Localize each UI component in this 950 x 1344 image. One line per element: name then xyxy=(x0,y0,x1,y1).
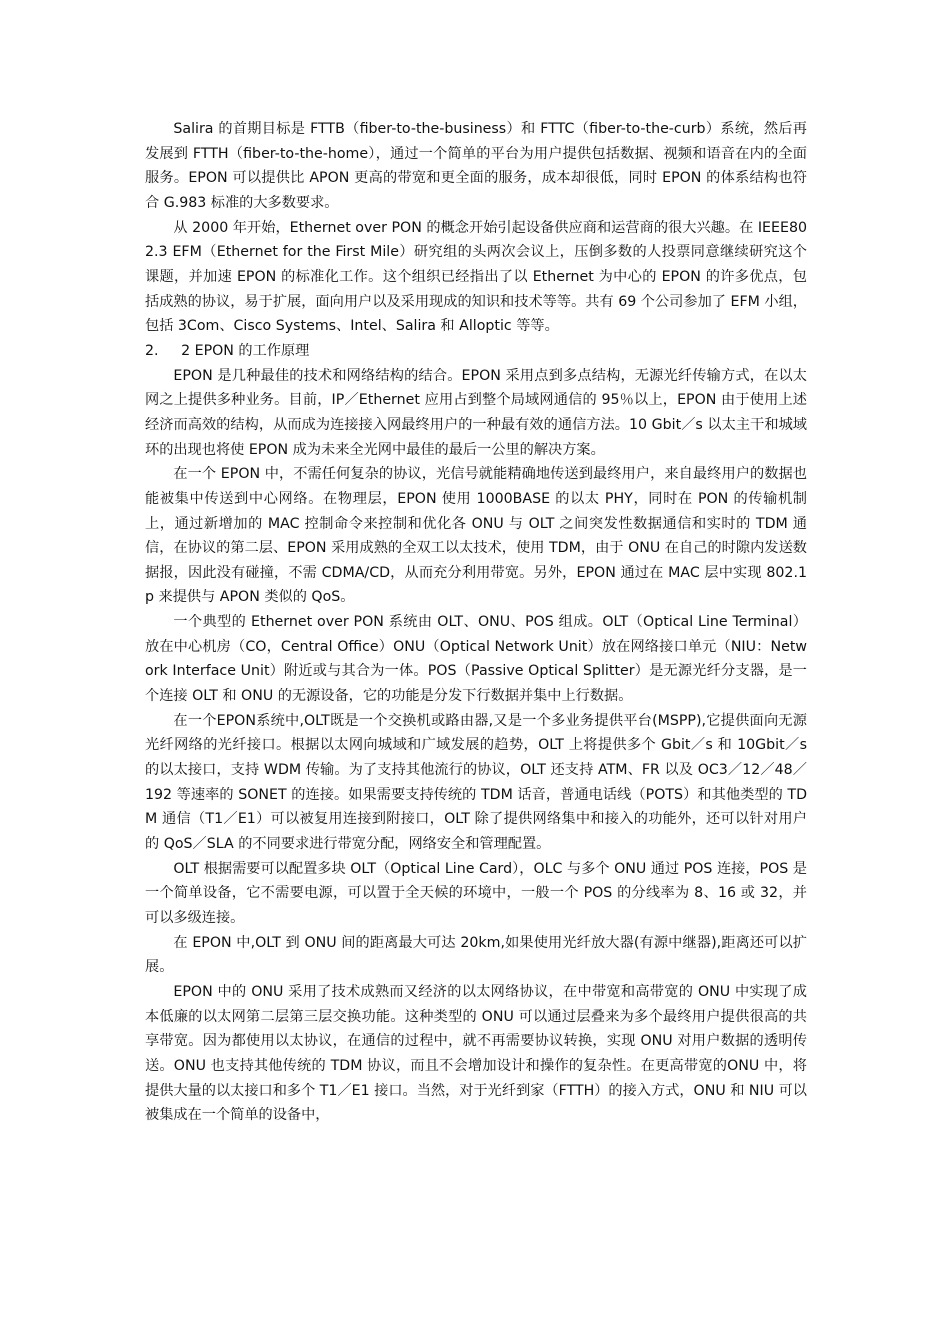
paragraph-ethernet-over-pon-history: 从 2000 年开始，Ethernet over PON 的概念开始引起设备供应商和运营商的很大兴趣。在 IEEE802.3 EFM（Ethernet for the First Mile）研究组的头两次会议上，压倒多数的人投票同意继续研究这个课题，并加速 EPON 的标准化工作。这个组织已经指出了以 Ethernet 为中心的 EPON 的许多优点，包括成熟的协议，易于扩展，面向用户以及采用现成的知识和技术等等。共有 69 个公司参加了 EFM 小组，包括 3Com、Cisco Systems、Intel、Salira 和 Alloptic 等等。 xyxy=(145,219,807,335)
paragraph-olt-role: 在一个EPON系统中,OLT既是一个交换机或路由器,又是一个多业务提供平台(MSPP),它提供面向无源光纤网络的光纤接口。根据以太网向城域和广域发展的趋势，OLT 上将提供多个 Gbit／s 和 10Gbit／s 的以太接口，支持 WDM 传输。为了支持其他流行的协议，OLT 还支持 ATM、FR 以及 OC3／12／48／192 等速率的 SONET 的连接。如果需要支持传统的 TDM 话音，普通电话线（POTS）和其他类型的 TDM 通信（T1／E1）可以被复用连接到附接口，OLT 除了提供网络集中和接入的功能外，还可以针对用户的 QoS／SLA 的不同要求进行带宽分配，网络安全和管理配置。 xyxy=(145,712,807,853)
paragraph-olt-onu-distance: 在 EPON 中,OLT 到 ONU 间的距离最大可达 20km,如果使用光纤放大器(有源中继器),距离还可以扩展。 xyxy=(145,934,807,976)
paragraph-olc-pos: OLT 根据需要可以配置多块 OLT（Optical Line Card），OLC 与多个 ONU 通过 POS 连接，POS 是一个简单设备，它不需要电源，可以置于全天候的环境中，一般一个 POS 的分线率为 8、16 或 32，并可以多级连接。 xyxy=(145,860,807,926)
paragraph-onu-protocol: EPON 中的 ONU 采用了技术成熟而又经济的以太网络协议，在中带宽和高带宽的 ONU 中实现了成本低廉的以太网第二层第三层交换功能。这种类型的 ONU 可以通过层叠来为多个最终用户提供很高的共享带宽。因为都使用以太协议，在通信的过程中，就不再需要协议转换，实现 ONU 对用户数据的透明传送。ONU 也支持其他传统的 TDM 协议，而且不会增加设计和操作的复杂性。在更高带宽的ONU 中，将提供大量的以太接口和多个 T1／E1 接口。当然，对于光纤到家（FTTH）的接入方式，ONU 和 NIU 可以被集成在一个简单的设备中， xyxy=(145,983,807,1124)
section-heading-epon-principle: 2. 2 EPON 的工作原理 xyxy=(145,342,310,359)
paragraph-salira-goals: Salira 的首期目标是 FTTB（fiber-to-the-business）和 FTTC（fiber-to-the-curb）系统，然后再发展到 FTTH（fiber-to-the-home），通过一个简单的平台为用户提供包括数据、视频和语音在内的全面服务。EPON 可以提供比 APON 更高的带宽和更全面的服务，成本却很低，同时 EPON 的体系结构也符合 G.983 标准的大多数要求。 xyxy=(145,121,807,211)
document-page xyxy=(145,117,807,1128)
paragraph-epon-physical-layer: 在一个 EPON 中，不需任何复杂的协议，光信号就能精确地传送到最终用户，来自最终用户的数据也能被集中传送到中心网络。在物理层，EPON 使用 1000BASE 的以太 PHY，同时在 PON 的传输机制上，通过新增加的 MAC 控制命令来控制和优化各 ONU 与 OLT 之间突发性数据通信和实时的 TDM 通信，在协议的第二层、EPON 采用成熟的全双工以太技术，使用 TDM，由于 ONU 在自己的时隙内发送数据报，因此没有碰撞，不需 CDMA/CD，从而充分利用带宽。另外，EPON 通过在 MAC 层中实现 802.1p 来提供与 APON 类似的 QoS。 xyxy=(145,466,807,606)
paragraph-epon-architecture: EPON 是几种最佳的技术和网络结构的结合。EPON 采用点到多点结构，无源光纤传输方式，在以太网之上提供多种业务。目前，IP／Ethernet 应用占到整个局域网通信的 95％以上，EPON 由于使用上述经济而高效的结构，从而成为连接接入网最终用户的一种最有效的通信方法。10 Gbit／s 以太主干和城域环的出现也将使 EPON 成为未来全光网中最佳的最后一公里的解决方案。 xyxy=(145,367,807,458)
paragraph-epon-system-components: 一个典型的 Ethernet over PON 系统由 OLT、ONU、POS 组成。OLT（Optical Line Terminal）放在中心机房（CO，Central Office）ONU（Optical Network Unit）放在网络接口单元（NIU：Network Interface Unit）附近或与其合为一体。POS（Passive Optical Splitter）是无源光纤分支器，是一个连接 OLT 和 ONU 的无源设备，它的功能是分发下行数据并集中上行数据。 xyxy=(145,614,807,705)
